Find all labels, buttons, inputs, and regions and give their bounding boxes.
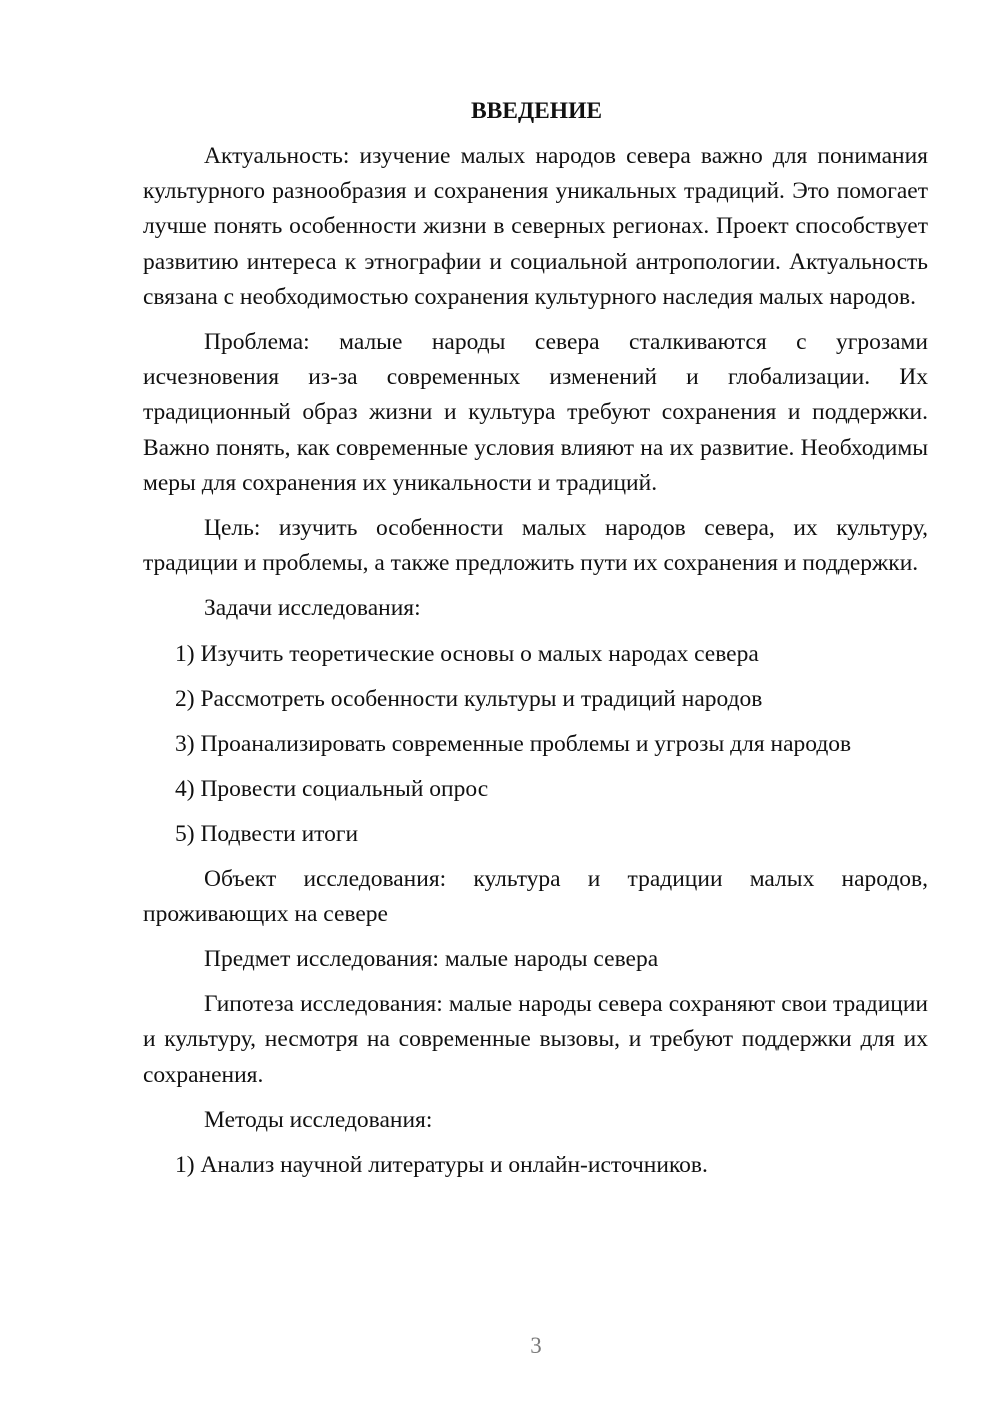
method-item: 1) Анализ научной литературы и онлайн-источников.	[175, 1152, 708, 1179]
goal-paragraph: Цель: изучить особенности малых народов севера, их культуру, традиции и проблемы, а также предложить пути их сохранения и поддержки.	[143, 515, 928, 577]
methods-heading: Методы исследования:	[204, 1106, 433, 1133]
object-paragraph: Объект исследования: культура и традиции малых народов, проживающих на севере	[143, 865, 928, 927]
tasks-heading: Задачи исследования:	[204, 595, 421, 622]
task-item: 1) Изучить теоретические основы о малых народах севера	[175, 640, 759, 667]
section-title: ВВЕДЕНИЕ	[470, 98, 603, 124]
task-item: 3) Проанализировать современные проблемы и угрозы для народов	[175, 730, 852, 757]
task-item: 2) Рассмотреть особенности культуры и традиций народов	[175, 685, 763, 712]
task-item: 4) Провести социальный опрос	[175, 775, 489, 802]
page-number: 3	[530, 1333, 542, 1358]
methods-list	[143, 1148, 928, 1183]
relevance-paragraph: Актуальность: изучение малых народов севера важно для понимания культурного разнообразия и сохранения уникальных традиций. Это помогает лучше понять особенности жизни в северных регионах. Проект способствует развитию интереса к этнографии и социальной антропологии. Актуальность связана с необходимостью сохранения культурного наследия малых народов.	[143, 143, 928, 310]
subject-paragraph: Предмет исследования: малые народы севера	[204, 946, 659, 973]
page-content	[143, 94, 928, 1193]
task-item: 5) Подвести итоги	[175, 820, 359, 847]
hypothesis-paragraph: Гипотеза исследования: малые народы севера сохраняют свои традиции и культуру, несмотря на современные вызовы, и требуют поддержки для их сохранения.	[143, 991, 928, 1088]
problem-paragraph: Проблема: малые народы севера сталкиваются с угрозами исчезновения из-за современных изменений и глобализации. Их традиционный образ жизни и культура требуют сохранения и поддержки. Важно понять, как современные условия влияют на их развитие. Необходимы меры для сохранения их уникальности и традиций.	[143, 329, 928, 496]
tasks-list	[143, 637, 928, 852]
